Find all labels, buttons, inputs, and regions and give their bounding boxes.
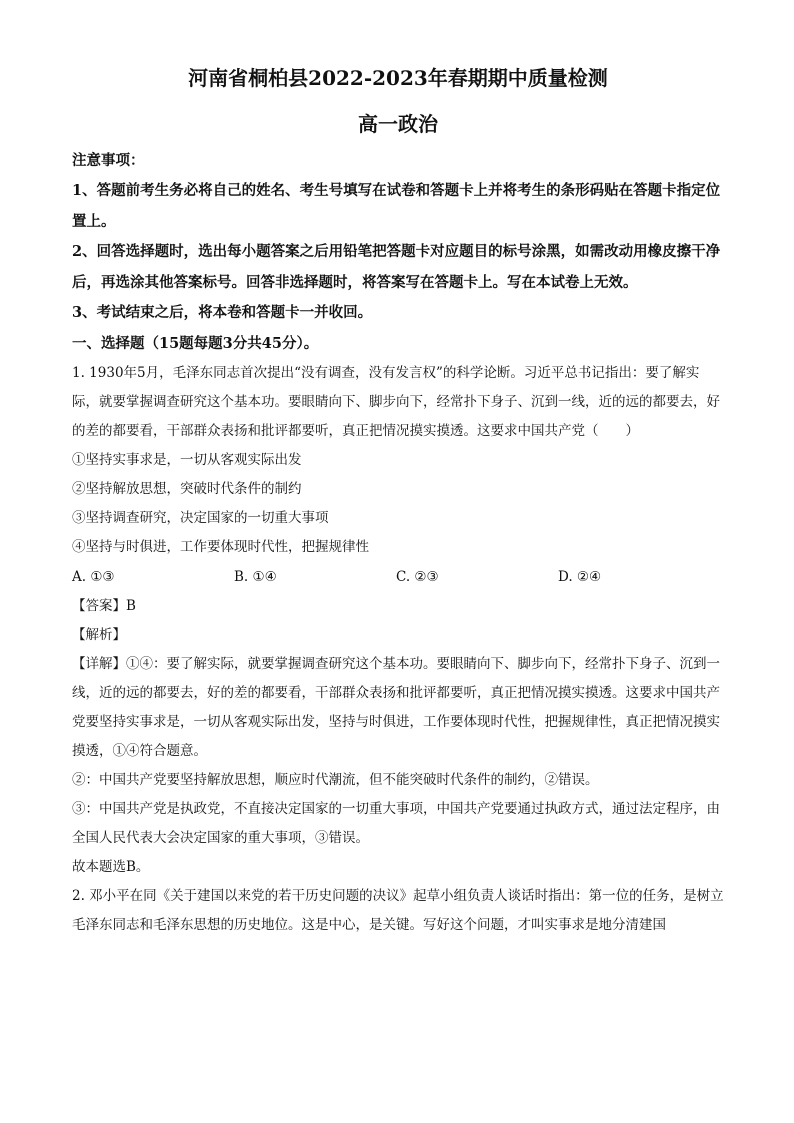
question-1-statement-3: ③坚持调查研究，决定国家的一切重大事项	[72, 509, 329, 526]
question-1-answer: 【答案】B	[72, 597, 136, 614]
option-a: A. ①③	[72, 568, 115, 585]
question-1-point-3: ③：中国共产党是执政党，不直接决定国家的一切重大事项，中国共产党要通过执政方式，通过法定程序，由全国人民代表大会决定国家的重大事项，③错误。	[72, 800, 720, 846]
question-1-point-2: ②：中国共产党要坚持解放思想，顺应时代潮流，但不能突破时代条件的制约，②错误。	[72, 771, 599, 788]
exam-title: 河南省桐柏县2022-2023年春期期中质量检测	[188, 66, 608, 90]
option-d: D. ②④	[558, 568, 602, 585]
notice-heading: 注意事项：	[72, 152, 145, 169]
question-1-analysis-label: 【解析】	[72, 626, 126, 643]
option-b: B. ①④	[234, 568, 277, 585]
question-1-statement-4: ④坚持与时俱进，工作要体现时代性，把握规律性	[72, 538, 369, 555]
section-heading-choice: 一、选择题（15题每题3分共45分）。	[72, 334, 319, 352]
question-1-detail: 【详解】①④：要了解实际，就要掌握调查研究这个基本功。要眼睛向下、脚步向下，经常扑下身子、沉到一线，近的远的都要去，好的差的都要看，干部群众表扬和批评都要听，真正把情况摸实摸透。这要求中国共产党要坚持实事求是，一切从客观实际出发，坚持与时俱进，工作要体现时代性，把握规律性，真正把情况摸实摸透，①④符合题意。	[72, 655, 720, 759]
option-c: C. ②③	[396, 568, 439, 585]
question-1-conclusion: 故本题选B。	[72, 858, 150, 875]
notice-item-3: 3、考试结束之后，将本卷和答题卡一并收回。	[72, 304, 373, 321]
notice-item-1: 1、答题前考生务必将自己的姓名、考生号填写在试卷和答题卡上并将考生的条形码贴在答题卡指定位置上。	[72, 182, 721, 230]
exam-page	[72, 62, 724, 940]
question-2-stem: 2. 邓小平在同《关于建国以来党的若干历史问题的决议》起草小组负责人谈话时指出：第一位的任务，是树立毛泽东同志和毛泽东思想的历史地位。这是中心，是关键。写好这个问题，才叫实事求是地分清建国	[72, 887, 724, 933]
question-1-statement-1: ①坚持实事求是，一切从客观实际出发	[72, 451, 302, 468]
question-1-stem: 1. 1930年5月，毛泽东同志首次提出“没有调查，没有发言权”的科学论断。习近平总书记指出：要了解实际，就要掌握调查研究这个基本功。要眼睛向下、脚步向下，经常扑下身子、沉到一线，近的远的都要去，好的差的都要看，干部群众表扬和批评都要听，真正把情况摸实摸透。这要求中国共产党（ ）	[72, 364, 720, 439]
question-1-options	[72, 562, 724, 592]
exam-subtitle: 高一政治	[358, 112, 438, 136]
question-1-statement-2: ②坚持解放思想，突破时代条件的制约	[72, 480, 302, 497]
notice-item-2: 2、回答选择题时，选出每小题答案之后用铅笔把答题卡对应题目的标号涂黑，如需改动用橡皮擦干净后，再选涂其他答案标号。回答非选择题时，将答案写在答题卡上。写在本试卷上无效。	[72, 243, 721, 291]
